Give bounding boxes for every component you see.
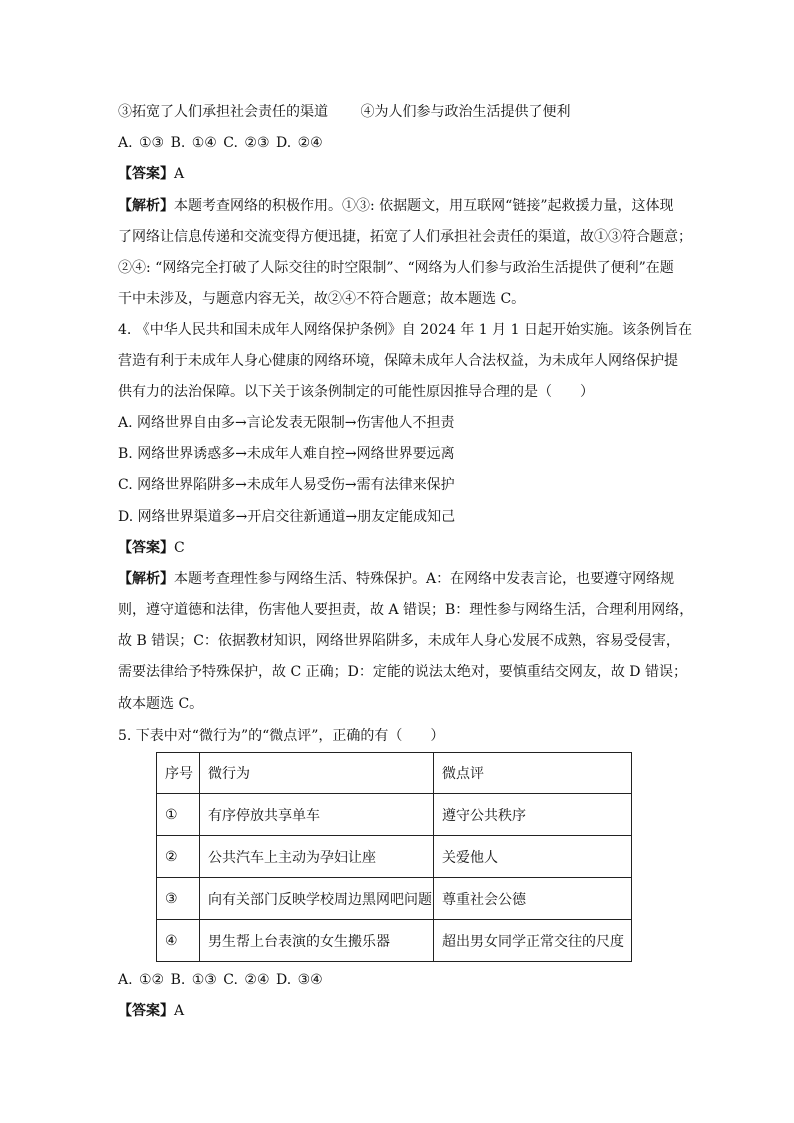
q4-analysis-line-5: 故本题选 C。	[118, 696, 204, 712]
row-index: ④	[157, 920, 200, 962]
answer-tag: 【答案】	[118, 540, 174, 556]
q4-analysis-line-1	[118, 569, 680, 589]
q3-analysis-line-3: ②④: “网络完全打破了人际交往的时空限制”、“网络为人们参与政治生活提供了便利”在题	[118, 260, 674, 276]
q4-option-a: A. 网络世界自由多→言论发表无限制→伤害他人不担责	[118, 415, 455, 431]
q3-analysis-line-1	[118, 196, 680, 216]
q4-analysis-line-3: 故 B 错误；C：依据教材知识，网络世界陷阱多，未成年人身心发展不成熟，容易受侵害，	[118, 633, 680, 649]
row-comment: 尊重社会公德	[434, 878, 632, 920]
micro-behavior-table	[156, 752, 632, 962]
table-row	[157, 920, 632, 962]
q4-analysis-line-2: 则，遵守道德和法律，伤害他人要担责，故 A 错误；B：理性参与网络生活，合理利用网络，	[118, 602, 694, 618]
row-behavior: 男生帮上台表演的女生搬乐器	[200, 920, 434, 962]
q4-stem-line-3: 供有力的法治保障。以下关于该条例制定的可能性原因推导合理的是（ ）	[118, 384, 594, 400]
analysis-text: 本题考查理性参与网络生活、特殊保护。A：在网络中发表言论，也要遵守网络规	[174, 571, 675, 587]
q4-option-d: D. 网络世界渠道多→开启交往新通道→朋友定能成知己	[118, 509, 456, 525]
row-index: ②	[157, 836, 200, 878]
analysis-tag: 【解析】	[118, 198, 174, 214]
table-row	[157, 836, 632, 878]
q3-answer	[118, 164, 680, 184]
table-row	[157, 794, 632, 836]
q5-stem: 5. 下表中对“微行为”的“微点评”，正确的有（ ）	[118, 728, 445, 744]
q4-stem-line-1: 4. 《中华人民共和国未成年人网络保护条例》自 2024 年 1 月 1 日起开始实施。该条例旨在	[118, 322, 692, 338]
q4-option-c: C. 网络世界陷阱多→未成年人易受伤→需有法律来保护	[118, 477, 455, 493]
analysis-tag: 【解析】	[118, 571, 174, 587]
row-behavior: 有序停放共享单车	[200, 794, 434, 836]
answer-value: A	[174, 1003, 185, 1019]
header-cell-behavior: 微行为	[200, 753, 434, 794]
answer-value: A	[174, 166, 185, 182]
answer-tag: 【答案】	[118, 1003, 174, 1019]
q4-analysis-line-4: 需要法律给予特殊保护，故 C 正确；D：定能的说法太绝对，要慎重结交网友，故 D 错误；	[118, 664, 687, 680]
row-index: ③	[157, 878, 200, 920]
answer-tag: 【答案】	[118, 166, 174, 182]
q3-choices: A. ①③ B. ①④ C. ②③ D. ②④	[118, 135, 323, 151]
q5-choices: A. ①② B. ①③ C. ②④ D. ③④	[118, 972, 323, 988]
q4-answer	[118, 538, 680, 558]
row-behavior: 公共汽车上主动为孕妇让座	[200, 836, 434, 878]
header-cell-comment: 微点评	[434, 753, 632, 794]
q3-analysis-line-2: 了网络让信息传递和交流变得方便迅捷，拓宽了人们承担社会责任的渠道，故①③符合题意；	[118, 229, 692, 245]
q3-options-3-4: ③拓宽了人们承担社会责任的渠道 ④为人们参与政治生活提供了便利	[118, 104, 571, 120]
q4-stem-line-2: 营造有利于未成年人身心健康的网络环境，保障未成年人合法权益，为未成年人网络保护提	[118, 353, 678, 369]
analysis-text: 本题考查网络的积极作用。①③: 依据题文，用互联网“链接”起救援力量，这体现	[174, 198, 674, 214]
q5-answer	[118, 1001, 680, 1021]
row-index: ①	[157, 794, 200, 836]
header-cell-index: 序号	[157, 753, 200, 794]
table-header-row	[157, 753, 632, 794]
row-comment: 关爱他人	[434, 836, 632, 878]
row-behavior: 向有关部门反映学校周边黑网吧问题	[200, 878, 434, 920]
row-comment: 遵守公共秩序	[434, 794, 632, 836]
table-row	[157, 878, 632, 920]
row-comment: 超出男女同学正常交往的尺度	[434, 920, 632, 962]
q4-option-b: B. 网络世界诱惑多→未成年人难自控→网络世界要远离	[118, 446, 455, 462]
q3-analysis-line-4: 干中未涉及，与题意内容无关，故②④不符合题意；故本题选 C。	[118, 291, 526, 307]
answer-value: C	[174, 540, 185, 556]
